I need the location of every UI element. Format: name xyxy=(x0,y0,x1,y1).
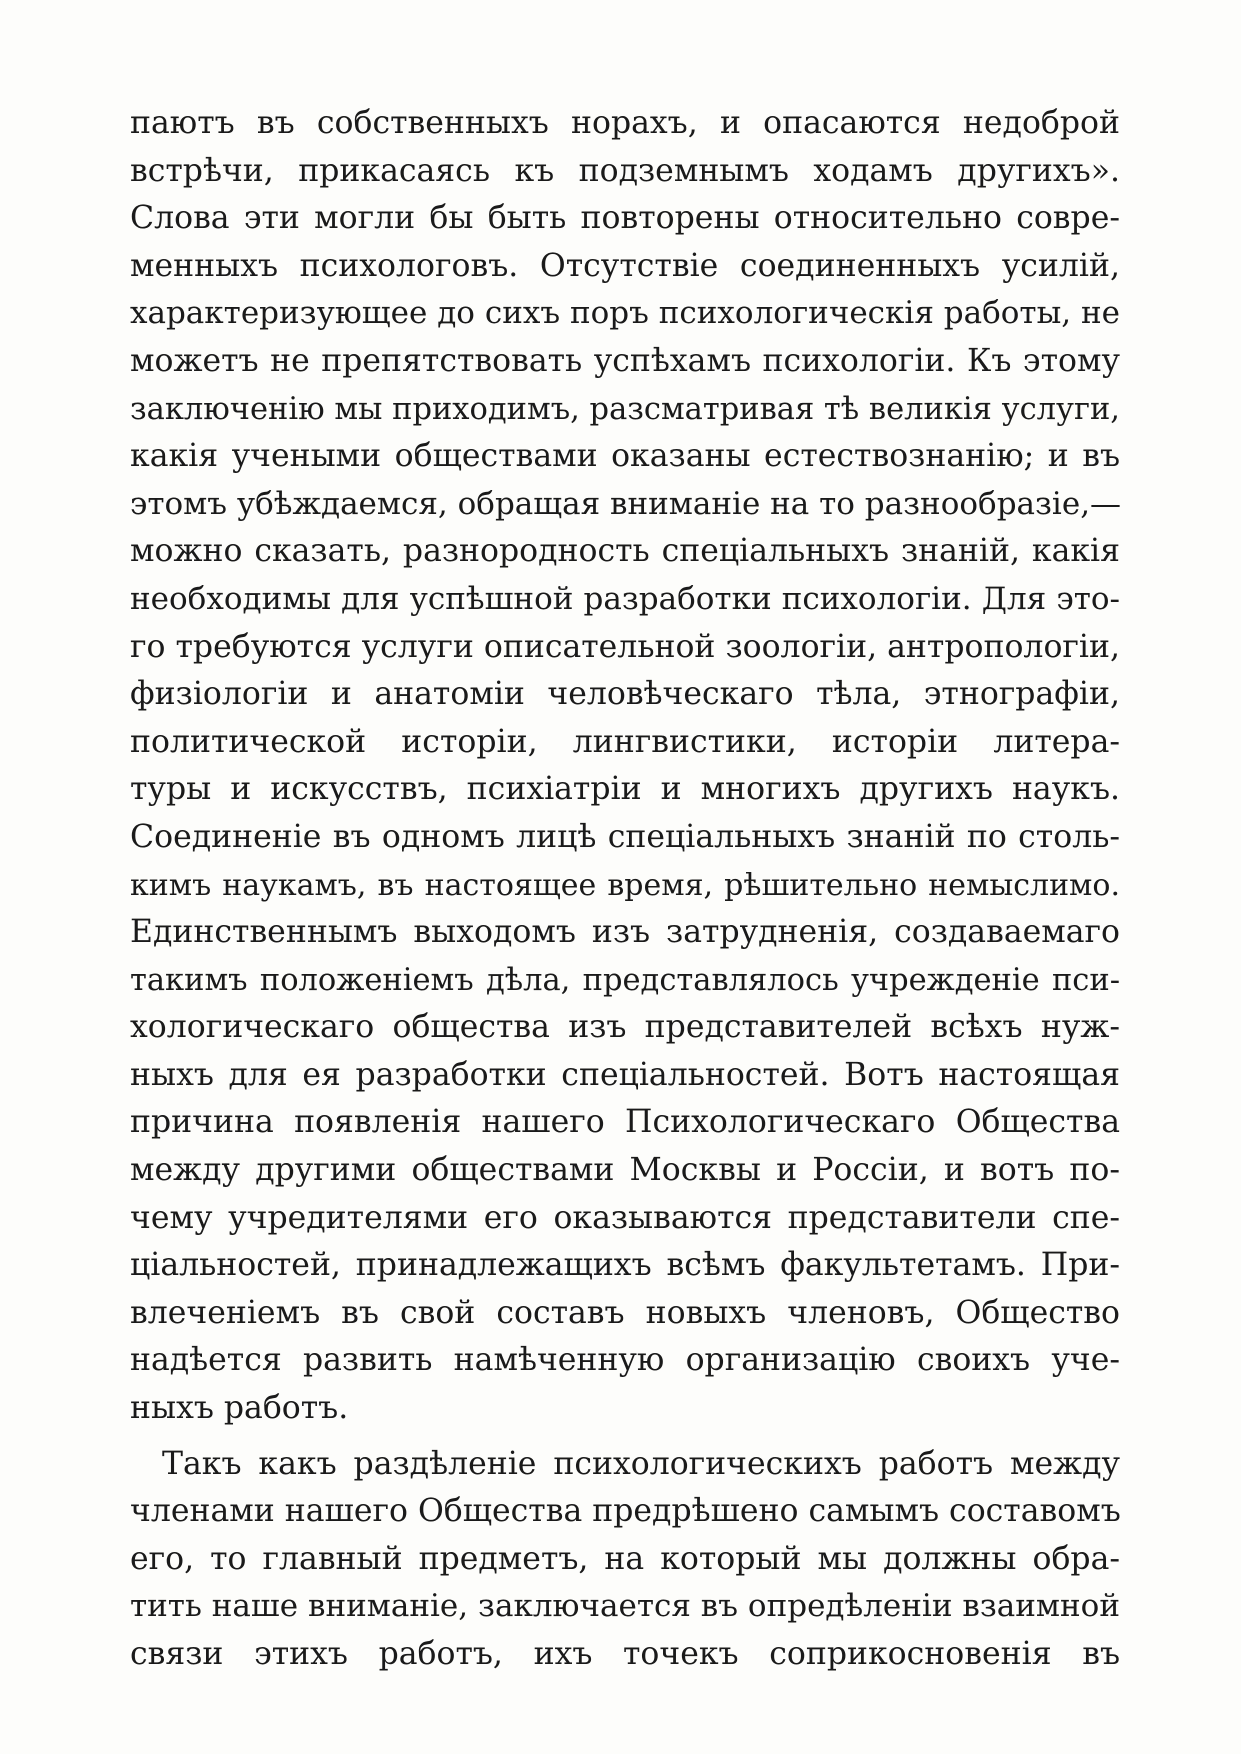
text-line: ныхъ для ея разработки спеціальностей. Вотъ настоящая xyxy=(130,1056,1120,1093)
text-line: го требуются услуги описательной зоологіи, антропологіи, xyxy=(130,628,1120,665)
paragraph-1 xyxy=(130,100,1120,1433)
text-line: причина появленія нашего Психологическаго Общества xyxy=(130,1104,1120,1141)
body-text xyxy=(130,100,1120,1679)
text-line: можно сказать, разнородность спеціальныхъ знаній, какія xyxy=(130,533,1120,570)
text-line: Единственнымъ выходомъ изъ затрудненія, создаваемаго xyxy=(130,914,1120,951)
text-line: туры и искусствъ, психіатріи и многихъ другихъ наукъ. xyxy=(130,771,1120,808)
text-line: тить наше вниманіе, заключается въ опредѣленіи взаимной xyxy=(130,1588,1120,1625)
text-line: хологическаго общества изъ представителей всѣхъ нуж- xyxy=(130,1009,1120,1046)
paragraph-2 xyxy=(130,1441,1120,1679)
text-line: между другими обществами Москвы и Россіи, и вотъ по- xyxy=(130,1152,1120,1189)
text-line: чему учредителями его оказываются представители спе- xyxy=(130,1199,1120,1236)
text-line: этомъ убѣждаемся, обращая вниманіе на то разнообразіе,— xyxy=(130,485,1122,522)
text-line: Слова эти могли бы быть повторены относительно совре- xyxy=(130,200,1120,237)
text-line: его, то главный предметъ, на который мы должны обра- xyxy=(130,1540,1120,1577)
text-line: политической исторіи, лингвистики, исторіи литера- xyxy=(130,723,1120,760)
text-line: можетъ не препятствовать успѣхамъ психологіи. Къ этому xyxy=(130,342,1120,379)
text-line: какія учеными обществами оказаны естествознанію; и въ xyxy=(130,438,1120,475)
text-line: встрѣчи, прикасаясь къ подземнымъ ходамъ другихъ». xyxy=(130,152,1120,189)
text-line: влеченіемъ въ свой составъ новыхъ членовъ, Общество xyxy=(130,1294,1120,1331)
text-line: членами нашего Общества предрѣшено самымъ составомъ xyxy=(130,1493,1121,1530)
text-line: кимъ наукамъ, въ настоящее время, рѣшительно немыслимо. xyxy=(130,867,1120,903)
text-line: связи этихъ работъ, ихъ точекъ соприкосновенія въ xyxy=(130,1636,1120,1672)
text-line: такимъ положеніемъ дѣла, представлялось учрежденіе пси- xyxy=(130,962,1120,998)
text-line: ныхъ работъ. xyxy=(130,1390,349,1427)
text-line: характеризующее до сихъ поръ психологическія работы, не xyxy=(130,295,1120,332)
text-line: Соединеніе въ одномъ лицѣ спеціальныхъ знаній по столь- xyxy=(130,818,1120,855)
text-line: заключенію мы приходимъ, разсматривая тѣ великія услуги, xyxy=(130,391,1120,427)
paragraph-gap xyxy=(130,1433,1120,1441)
text-line: необходимы для успѣшной разработки психологіи. Для это- xyxy=(130,580,1120,617)
text-line: менныхъ психологовъ. Отсутствіе соединенныхъ усилій, xyxy=(130,247,1120,284)
text-line: надѣется развить намѣченную организацію своихъ уче- xyxy=(130,1342,1120,1379)
text-line: физіологіи и анатоміи человѣческаго тѣла, этнографіи, xyxy=(130,676,1120,713)
text-line: Такъ какъ раздѣленіе психологическихъ работъ между xyxy=(162,1445,1120,1482)
text-line: ціальностей, принадлежащихъ всѣмъ факультетамъ. При- xyxy=(130,1247,1120,1284)
text-line: паютъ въ собственныхъ норахъ, и опасаются недоброй xyxy=(130,105,1120,141)
